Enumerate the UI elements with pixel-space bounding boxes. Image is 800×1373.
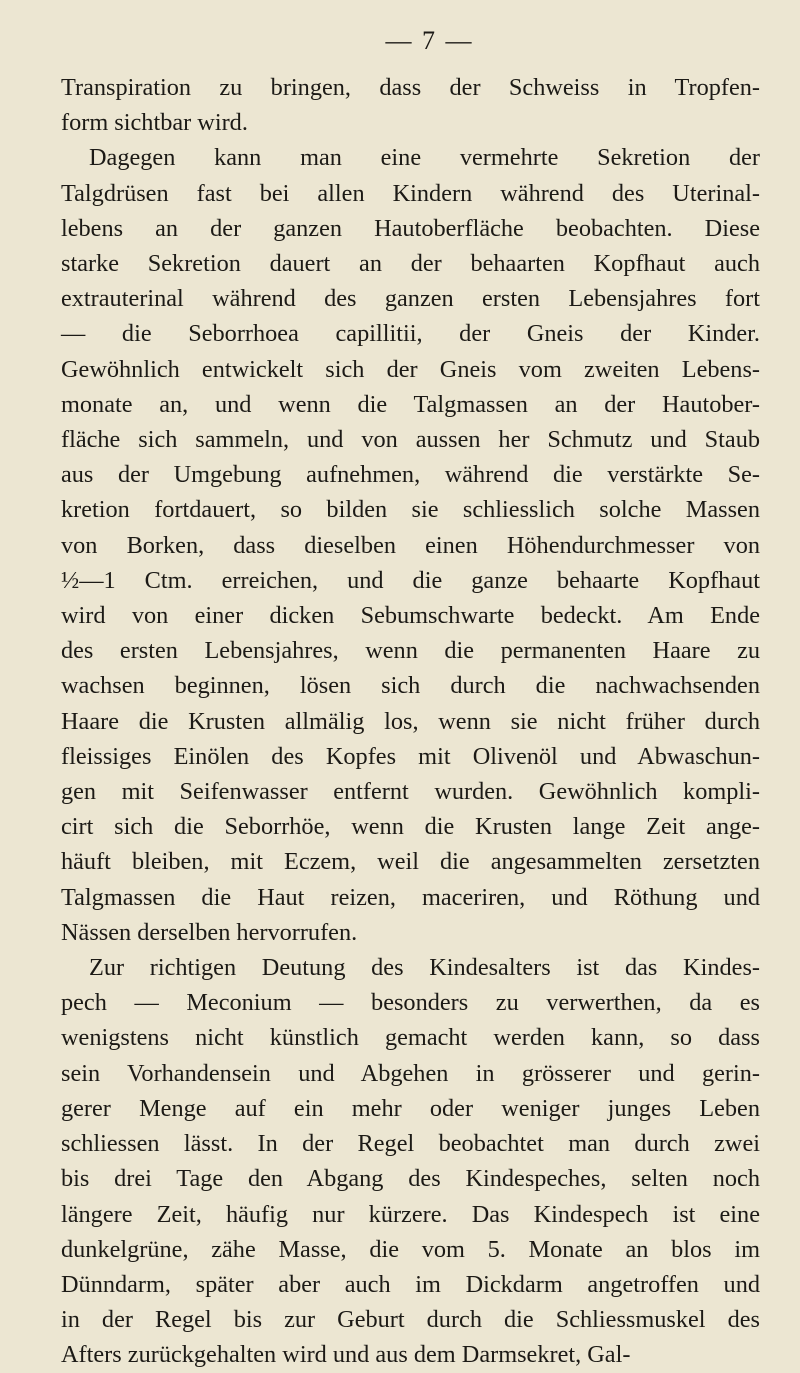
text-line: pech — Meconium — besonders zu verwerthen, da es (61, 989, 760, 1017)
text-line: extrauterinal während des ganzen ersten Lebensjahres fort (61, 285, 760, 313)
text-line: — die Seborrhoea capillitii, der Gneis der Kinder. (61, 320, 760, 348)
body-text (61, 70, 760, 1373)
text-line: aus der Umgebung aufnehmen, während die verstärkte Se- (61, 461, 760, 489)
page-number: — 7 — (385, 26, 474, 55)
text-line: dunkelgrüne, zähe Masse, die vom 5. Monate an blos im (61, 1235, 760, 1263)
text-line: häuft bleiben, mit Eczem, weil die angesammelten zersetzten (61, 848, 760, 876)
text-line: wird von einer dicken Sebumschwarte bedeckt. Am Ende (61, 602, 760, 630)
text-line: gen mit Seifenwasser entfernt wurden. Gewöhnlich kompli- (61, 778, 760, 806)
text-line: kretion fortdauert, so bilden sie schliesslich solche Massen (61, 496, 760, 524)
text-line: fleissiges Einölen des Kopfes mit Olivenöl und Abwaschun- (61, 742, 760, 770)
text-line: Transpiration zu bringen, dass der Schweiss in Tropfen- (61, 74, 760, 101)
text-line: Nässen derselben hervorrufen. (61, 918, 358, 946)
text-line: Dagegen kann man eine vermehrte Sekretion der (89, 144, 760, 172)
text-line: ½—1 Ctm. erreichen, und die ganze behaarte Kopfhaut (61, 566, 760, 594)
text-line: Zur richtigen Deutung des Kindesalters ist das Kindes- (89, 954, 760, 982)
text-line: gerer Menge auf ein mehr oder weniger junges Leben (61, 1094, 760, 1122)
text-line: bis drei Tage den Abgang des Kindespeches, selten noch (61, 1165, 760, 1193)
text-line: form sichtbar wird. (61, 109, 248, 137)
text-line: wenigstens nicht künstlich gemacht werden kann, so dass (61, 1024, 760, 1052)
text-line: lebens an der ganzen Hautoberfläche beobachten. Diese (61, 214, 760, 242)
text-line: fläche sich sammeln, und von aussen her Schmutz und Staub (61, 426, 760, 454)
text-line: monate an, und wenn die Talgmassen an der Hautober- (61, 390, 760, 418)
text-line: Dünndarm, später aber auch im Dickdarm angetroffen und (61, 1270, 760, 1298)
text-line: sein Vorhandensein und Abgehen in grösserer und gerin- (61, 1059, 760, 1087)
text-line: längere Zeit, häufig nur kürzere. Das Kindespech ist eine (61, 1200, 760, 1228)
text-line: Afters zurückgehalten wird und aus dem Darmsekret, Gal- (61, 1341, 631, 1369)
text-line: Haare die Krusten allmälig los, wenn sie nicht früher durch (61, 707, 760, 735)
text-line: Talgdrüsen fast bei allen Kindern während des Uterinal- (61, 179, 760, 207)
text-line: in der Regel bis zur Geburt durch die Schliessmuskel des (61, 1306, 760, 1334)
text-line: schliessen lässt. In der Regel beobachtet man durch zwei (61, 1130, 760, 1158)
text-line: Talgmassen die Haut reizen, maceriren, und Röthung und (61, 883, 760, 911)
text-line: cirt sich die Seborrhöe, wenn die Krusten lange Zeit ange- (61, 813, 760, 841)
text-line: Gewöhnlich entwickelt sich der Gneis vom zweiten Lebens- (61, 355, 760, 383)
text-line: starke Sekretion dauert an der behaarten Kopfhaut auch (61, 250, 760, 278)
text-line: des ersten Lebensjahres, wenn die permanenten Haare zu (61, 637, 760, 665)
text-line: von Borken, dass dieselben einen Höhendurchmesser von (61, 531, 760, 559)
text-line: wachsen beginnen, lösen sich durch die nachwachsenden (61, 672, 760, 700)
